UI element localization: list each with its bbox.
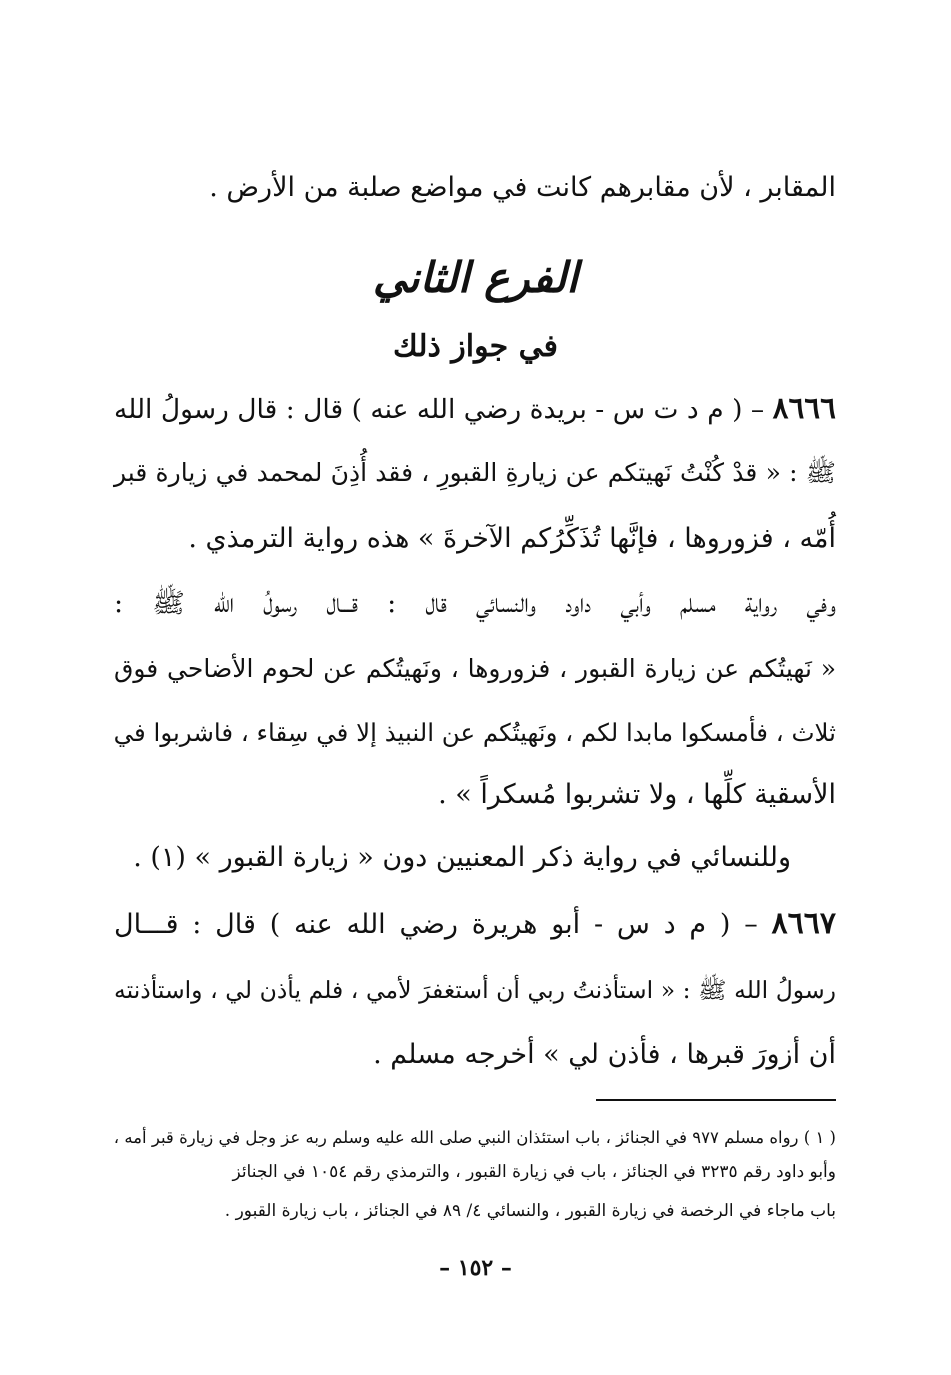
hadith-8667-line-3: أن أزورَ قبرها ، فأذن لي » أخرجه مسلم .: [373, 1039, 836, 1070]
hadith-8666-line-1: [114, 388, 836, 430]
hadith-8667-line-1: [114, 904, 836, 945]
opening-line: المقابر ، لأن مقابرهم كانت في مواضع صلبة من الأرض .: [209, 172, 836, 203]
hadith-text: – ( م د ت س - بريدة رضي الله عنه ) قال : قال رسولُ الله: [114, 394, 773, 425]
hadith-8666-line-2: ﷺ : « قدْ كُنْتُ نَهيتكم عن زيارةِ القبورِ ، فقد أُذِنَ لمحمد في زيارة قبر: [114, 458, 836, 487]
section-subtitle: في جواز ذلك: [393, 329, 558, 364]
hadith-number: ٨٦٦٦: [772, 390, 836, 425]
hadith-number: ٨٦٦٧: [771, 906, 836, 941]
muslim-narration-line-4: الأسقية كلِّها ، ولا تشربوا مُسكراً » .: [438, 779, 836, 810]
hadith-8666-line-3: أُمّه ، فزوروها ، فإنَّها تُذَكِّرُكم الآخرةَ » هذه رواية الترمذي .: [188, 523, 836, 554]
muslim-narration-line-2: « نَهيتُكم عن زيارة القبور ، فزوروها ، ونَهيتُكم عن لحوم الأضاحي فوق: [114, 654, 836, 683]
footnote-line-1: ( ١ ) رواه مسلم ٩٧٧ في الجنائز ، باب استئذان النبي صلى الله عليه وسلم ربه عز وجل في زيارة قبر أمه ،: [113, 1128, 836, 1147]
section-title: الفرع الثاني: [372, 253, 579, 302]
muslim-narration-line-3: ثلاث ، فأمسكوا مابدا لكم ، ونَهيتُكم عن النبيذ إلا في سِقاء ، فاشربوا في: [113, 718, 836, 747]
nasai-note: وللنسائي في رواية ذكر المعنيين دون « زيارة القبور » (١) .: [133, 842, 791, 873]
page-number: – ١٥٢ –: [439, 1255, 512, 1281]
hadith-text: – ( م د س - أبو هريرة رضي الله عنه ) قال : قـــال: [114, 909, 772, 940]
footnote-line-3: باب ماجاء في الرخصة في زيارة القبور ، والنسائي ٤/ ٨٩ في الجنائز ، باب زيارة القبور .: [224, 1201, 836, 1221]
footnote-divider: [596, 1099, 836, 1101]
muslim-narration-line-1: وفي رواية مسلم وأبي داود والنسائي قال : قـــال رسولُ الله ﷺ :: [114, 588, 836, 619]
footnote-line-2: وأبو داود رقم ٣٢٣٥ في الجنائز ، باب في زيارة القبور ، والترمذي رقم ١٠٥٤ في الجنائز: [232, 1162, 836, 1182]
hadith-8667-line-2: رسولُ الله ﷺ : « استأذنتُ ربي أن أستغفرَ لأمي ، فلم يأذن لي ، واستأذنته: [114, 976, 836, 1004]
